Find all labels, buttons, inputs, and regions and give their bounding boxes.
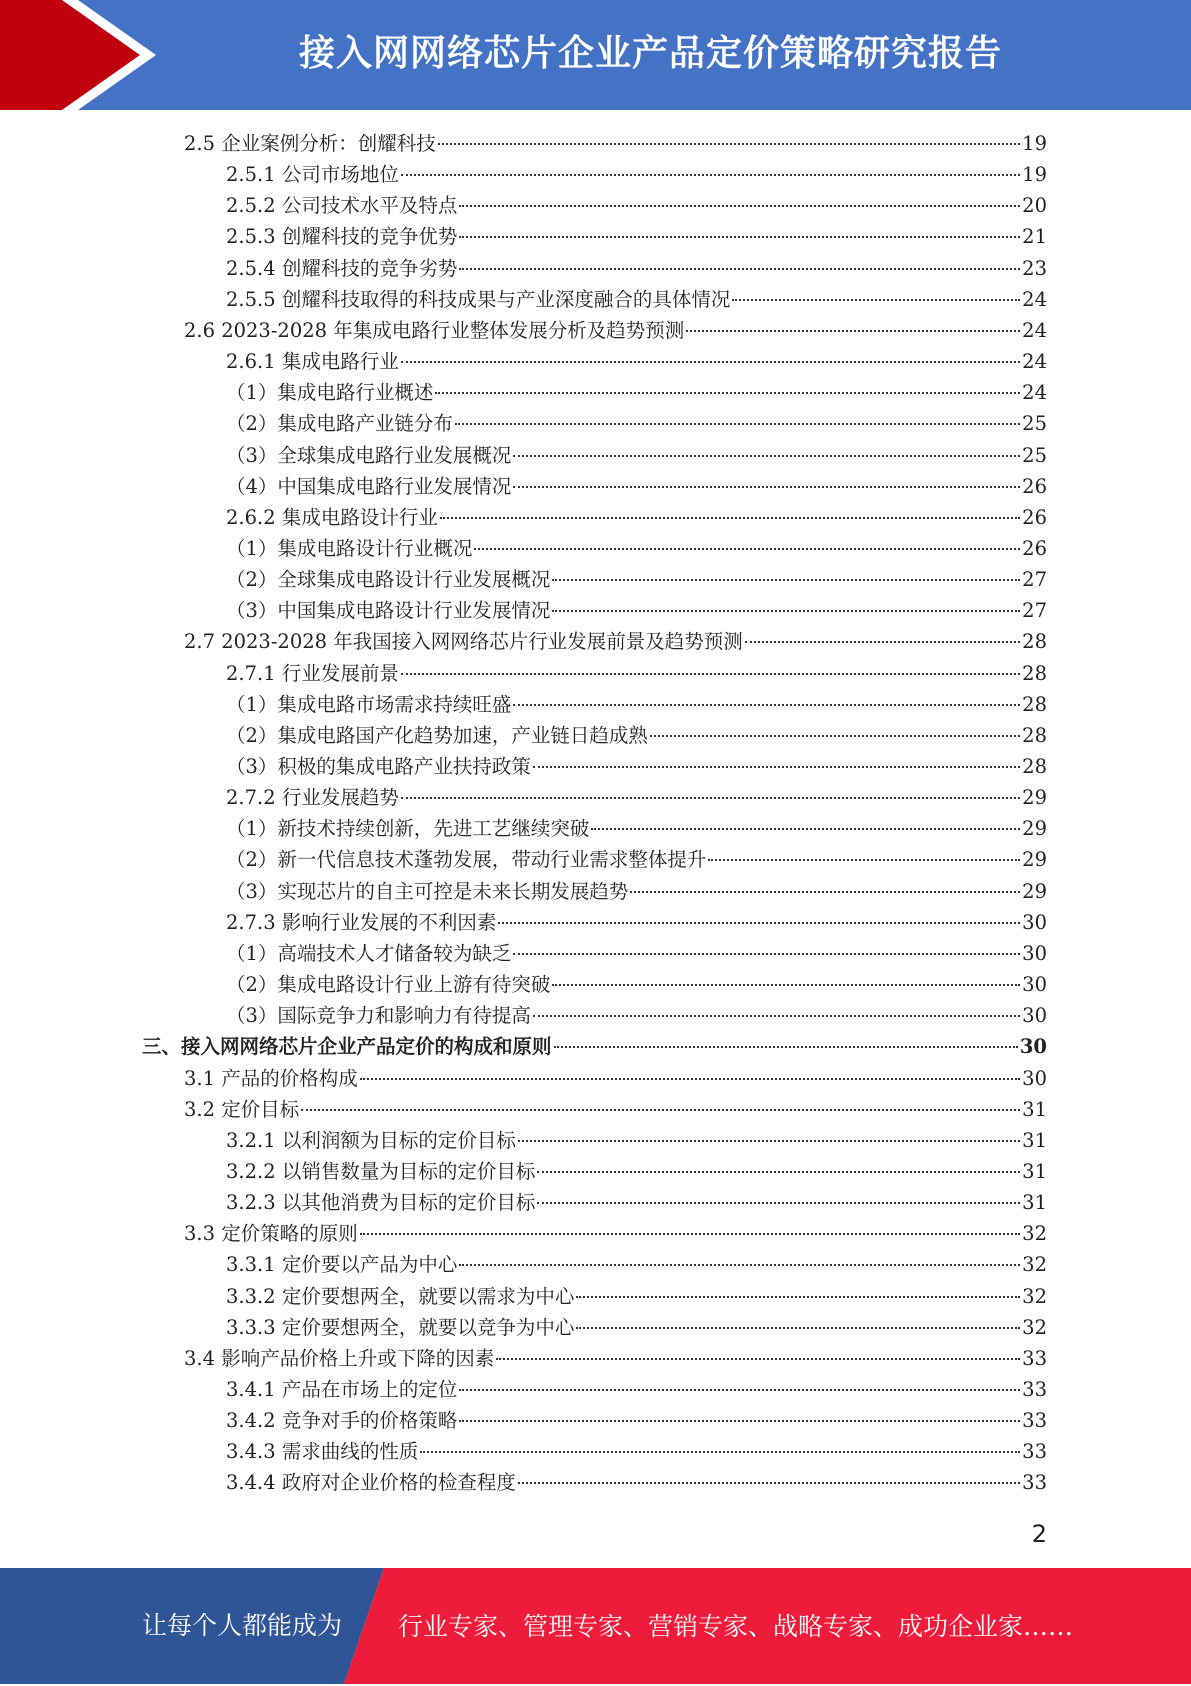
toc-leader-dots xyxy=(459,236,1020,238)
toc-entry-page: 30 xyxy=(1022,1066,1047,1090)
toc-entry-page: 19 xyxy=(1022,163,1047,187)
toc-entry-label: （3）实现芯片的自主可控是未来长期发展趋势 xyxy=(226,879,629,903)
toc-entry[interactable] xyxy=(226,876,1047,907)
toc-entry-label: （3）积极的集成电路产业扶持政策 xyxy=(226,755,531,778)
toc-leader-dots xyxy=(513,953,1020,955)
toc-leader-dots xyxy=(401,673,1020,675)
report-title: 接入网网络芯片企业产品定价策略研究报告 xyxy=(298,33,1002,74)
toc-leader-dots xyxy=(459,268,1020,270)
toc-entry-label: 3.2.3 以其他消费为目标的定价目标 xyxy=(226,1191,536,1215)
toc-entry-page: 19 xyxy=(1022,132,1047,155)
toc-entry-page: 32 xyxy=(1022,1315,1047,1339)
page-footer xyxy=(0,1568,1191,1684)
toc-entry-label: 2.5.2 公司技术水平及特点 xyxy=(226,194,458,218)
toc-leader-dots xyxy=(630,891,1020,893)
toc-entry-label: 3.4.2 竞争对手的价格策略 xyxy=(226,1409,458,1433)
toc-entry-page: 24 xyxy=(1022,381,1047,405)
toc-entry[interactable] xyxy=(226,907,1047,938)
toc-entry-label: （4）中国集成电路行业发展情况 xyxy=(226,474,512,498)
toc-entry-page: 29 xyxy=(1022,786,1047,810)
toc-entry-page: 33 xyxy=(1022,1378,1047,1401)
toc-entry-page: 30 xyxy=(1022,910,1047,934)
toc-entry-label: （3）全球集成电路行业发展概况 xyxy=(226,443,512,467)
toc-leader-dots xyxy=(513,704,1020,706)
toc-leader-dots xyxy=(496,1358,1020,1360)
toc-entry-label: 3.4.3 需求曲线的性质 xyxy=(226,1440,419,1464)
toc-entry[interactable] xyxy=(184,315,1047,346)
toc-entry-page: 28 xyxy=(1022,661,1047,685)
toc-entry-label: （2）集成电路国产化趋势加速，产业链日趋成熟 xyxy=(226,723,648,747)
toc-entry-page: 28 xyxy=(1022,755,1047,778)
toc-leader-dots xyxy=(459,1389,1020,1391)
footer-slogan-left: 让每个人都能成为 xyxy=(142,1611,343,1640)
toc-entry-label: 三、接入网网络芯片企业产品定价的构成和原则 xyxy=(142,1035,552,1059)
toc-leader-dots xyxy=(591,828,1020,830)
toc-entry-page: 21 xyxy=(1022,225,1047,249)
toc-entry[interactable] xyxy=(184,1063,1047,1094)
toc-leader-dots xyxy=(498,922,1020,924)
toc-entry-page: 30 xyxy=(1022,941,1047,965)
toc-entry[interactable] xyxy=(226,1249,1047,1280)
toc-leader-dots xyxy=(474,548,1020,550)
toc-entry[interactable] xyxy=(226,1436,1047,1467)
toc-entry[interactable] xyxy=(226,689,1047,720)
toc-entry-page: 31 xyxy=(1022,1159,1047,1183)
toc-entry-label: 3.2.1 以利润额为目标的定价目标 xyxy=(226,1128,516,1152)
toc-entry-page: 26 xyxy=(1022,474,1047,498)
toc-entry-label: 2.7.2 行业发展趋势 xyxy=(226,786,399,810)
toc-entry-page: 30 xyxy=(1019,1035,1047,1059)
toc-entry-label: （2）新一代信息技术蓬勃发展，带动行业需求整体提升 xyxy=(226,848,707,872)
toc-entry-page: 26 xyxy=(1022,536,1047,560)
toc-entry-page: 28 xyxy=(1022,630,1047,654)
toc-entry-label: 2.5.4 创耀科技的竞争劣势 xyxy=(226,256,458,280)
toc-entry-label: 3.3.1 定价要以产品为中心 xyxy=(226,1253,458,1277)
toc-entry-label: 3.3.2 定价要想两全，就要以需求为中心 xyxy=(226,1284,575,1308)
toc-leader-dots xyxy=(459,205,1020,207)
toc-entry[interactable] xyxy=(226,471,1047,502)
toc-leader-dots xyxy=(533,766,1020,768)
toc-entry-label: （1）集成电路行业概述 xyxy=(226,381,434,405)
toc-entry-label: 3.3.3 定价要想两全，就要以竞争为中心 xyxy=(226,1315,575,1339)
toc-entry-label: 2.7.3 影响行业发展的不利因素 xyxy=(226,910,497,934)
page-number: 2 xyxy=(1031,1520,1047,1548)
toc-entry-label: 2.7.1 行业发展前景 xyxy=(226,661,399,685)
toc-entry-page: 28 xyxy=(1022,692,1047,716)
toc-entry[interactable] xyxy=(226,813,1047,844)
toc-entry-page: 31 xyxy=(1022,1097,1047,1121)
toc-entry[interactable] xyxy=(226,1374,1047,1405)
toc-leader-dots xyxy=(438,143,1020,145)
toc-entry[interactable] xyxy=(226,595,1047,626)
toc-entry-label: （2）全球集成电路设计行业发展概况 xyxy=(226,568,551,592)
toc-entry-page: 27 xyxy=(1022,599,1047,623)
toc-leader-dots xyxy=(745,641,1020,643)
toc-entry-label: 2.5.3 创耀科技的竞争优势 xyxy=(226,225,458,249)
toc-leader-dots xyxy=(301,1109,1020,1111)
toc-leader-dots xyxy=(537,1202,1020,1204)
toc-entry-label: （3）国际竞争力和影响力有待提高 xyxy=(226,1004,531,1028)
toc-entry[interactable] xyxy=(226,346,1047,377)
toc-entry-page: 29 xyxy=(1022,848,1047,872)
toc-entry-label: 3.4.1 产品在市场上的定位 xyxy=(226,1378,458,1401)
toc-entry[interactable] xyxy=(226,253,1047,284)
toc-leader-dots xyxy=(552,610,1020,612)
toc-entry-page: 31 xyxy=(1022,1128,1047,1152)
toc-entry-label: （3）中国集成电路设计行业发展情况 xyxy=(226,599,551,623)
toc-leader-dots xyxy=(360,1233,1020,1235)
toc-entry-label: 3.4.4 政府对企业价格的检查程度 xyxy=(226,1471,516,1495)
toc-leader-dots xyxy=(554,1046,1018,1048)
footer-slogan-right: 行业专家、管理专家、营销专家、战略专家、成功企业家…… xyxy=(398,1612,1074,1641)
toc-entry[interactable] xyxy=(226,969,1047,1000)
toc-entry-page: 29 xyxy=(1022,879,1047,903)
toc-leader-dots xyxy=(576,1296,1020,1298)
toc-entry[interactable] xyxy=(184,1094,1047,1125)
toc-entry-label: 2.7 2023-2028 年我国接入网网络芯片行业发展前景及趋势预测 xyxy=(184,630,743,654)
toc-entry-page: 26 xyxy=(1022,505,1047,529)
toc-leader-dots xyxy=(435,392,1020,394)
toc-entry-label: （2）集成电路产业链分布 xyxy=(226,412,453,436)
toc-entry-label: 2.5.5 创耀科技取得的科技成果与产业深度融合的具体情况 xyxy=(226,287,731,311)
toc-entry[interactable] xyxy=(184,128,1047,159)
toc-entry-label: （2）集成电路设计行业上游有待突破 xyxy=(226,973,551,997)
toc-entry-label: 3.2 定价目标 xyxy=(184,1097,300,1121)
toc-leader-dots xyxy=(518,1482,1020,1484)
toc-entry-page: 25 xyxy=(1022,443,1047,467)
toc-entry-page: 24 xyxy=(1022,350,1047,374)
toc-entry-page: 32 xyxy=(1022,1222,1047,1246)
toc-entry-page: 24 xyxy=(1022,318,1047,342)
toc-entry[interactable] xyxy=(226,720,1047,751)
toc-entry-label: （1）集成电路设计行业概况 xyxy=(226,536,473,560)
toc-entry[interactable] xyxy=(226,1187,1047,1218)
toc-entry-label: 3.2.2 以销售数量为目标的定价目标 xyxy=(226,1159,536,1183)
toc-entry-label: （1）新技术持续创新，先进工艺继续突破 xyxy=(226,817,590,841)
toc-leader-dots xyxy=(686,330,1020,332)
toc-entry[interactable] xyxy=(142,1031,1047,1062)
toc-entry-label: 2.6.1 集成电路行业 xyxy=(226,350,399,374)
toc-leader-dots xyxy=(537,1171,1020,1173)
toc-leader-dots xyxy=(360,1078,1020,1080)
toc-entry-label: 2.6 2023-2028 年集成电路行业整体发展分析及趋势预测 xyxy=(184,318,685,342)
toc-entry[interactable] xyxy=(226,844,1047,875)
toc-entry[interactable] xyxy=(226,658,1047,689)
toc-entry[interactable] xyxy=(184,626,1047,657)
toc-leader-dots xyxy=(576,1327,1020,1329)
toc-leader-dots xyxy=(518,1140,1020,1142)
toc-entry-page: 33 xyxy=(1022,1346,1047,1370)
toc-leader-dots xyxy=(440,517,1020,519)
toc-entry-page: 30 xyxy=(1022,1004,1047,1028)
toc-leader-dots xyxy=(401,797,1020,799)
toc-entry-page: 31 xyxy=(1022,1191,1047,1215)
toc-leader-dots xyxy=(732,299,1020,301)
toc-leader-dots xyxy=(401,361,1020,363)
toc-leader-dots xyxy=(552,579,1020,581)
toc-entry-page: 24 xyxy=(1022,287,1047,311)
toc-entry[interactable] xyxy=(184,1218,1047,1249)
toc-entry-label: 3.1 产品的价格构成 xyxy=(184,1066,358,1090)
toc-leader-dots xyxy=(708,859,1020,861)
toc-entry[interactable] xyxy=(226,284,1047,315)
toc-entry-page: 27 xyxy=(1022,568,1047,592)
toc-entry-page: 32 xyxy=(1022,1253,1047,1277)
toc-entry-page: 33 xyxy=(1022,1409,1047,1433)
toc-entry-page: 23 xyxy=(1022,256,1047,280)
toc-entry-page: 32 xyxy=(1022,1284,1047,1308)
toc-entry[interactable] xyxy=(226,1467,1047,1498)
toc-leader-dots xyxy=(533,1015,1020,1017)
toc-entry[interactable] xyxy=(226,1000,1047,1031)
toc-entry-page: 29 xyxy=(1022,817,1047,841)
toc-entry-page: 33 xyxy=(1022,1440,1047,1464)
toc-leader-dots xyxy=(552,984,1020,986)
toc-leader-dots xyxy=(401,174,1020,176)
toc-entry[interactable] xyxy=(226,564,1047,595)
toc-entry-label: 3.3 定价策略的原则 xyxy=(184,1222,358,1246)
toc-leader-dots xyxy=(513,455,1020,457)
toc-entry[interactable] xyxy=(184,1343,1047,1374)
toc-entry-page: 28 xyxy=(1022,723,1047,747)
toc-entry-label: 2.5 企业案例分析：创耀科技 xyxy=(184,132,436,155)
toc-leader-dots xyxy=(459,1264,1020,1266)
toc-entry[interactable] xyxy=(226,533,1047,564)
toc-leader-dots xyxy=(459,1420,1020,1422)
toc-entry[interactable] xyxy=(226,190,1047,221)
toc-leader-dots xyxy=(650,735,1020,737)
toc-entry-page: 20 xyxy=(1022,194,1047,218)
toc-entry[interactable] xyxy=(226,221,1047,252)
toc-entry-label: （1）集成电路市场需求持续旺盛 xyxy=(226,692,512,716)
toc-entry-page: 30 xyxy=(1022,973,1047,997)
toc-entry-page: 33 xyxy=(1022,1471,1047,1495)
toc-entry[interactable] xyxy=(226,377,1047,408)
toc-entry[interactable] xyxy=(226,1312,1047,1343)
toc-entry[interactable] xyxy=(226,1125,1047,1156)
toc-entry[interactable] xyxy=(226,782,1047,813)
toc-entry[interactable] xyxy=(226,159,1047,190)
toc-entry[interactable] xyxy=(226,1156,1047,1187)
toc-entry-label: 3.4 影响产品价格上升或下降的因素 xyxy=(184,1346,495,1370)
toc-entry[interactable] xyxy=(226,1405,1047,1436)
page-header xyxy=(0,0,1191,110)
toc-entry[interactable] xyxy=(226,938,1047,969)
toc-entry-label: 2.6.2 集成电路设计行业 xyxy=(226,505,438,529)
toc-entry-page: 25 xyxy=(1022,412,1047,436)
toc-entry-label: 2.5.1 公司市场地位 xyxy=(226,163,399,187)
toc-leader-dots xyxy=(513,486,1020,488)
toc-leader-dots xyxy=(455,423,1020,425)
toc-leader-dots xyxy=(420,1451,1020,1453)
toc-entry[interactable] xyxy=(226,1281,1047,1312)
toc-entry[interactable] xyxy=(226,502,1047,533)
toc-entry-label: （1）高端技术人才储备较为缺乏 xyxy=(226,941,512,965)
toc-entry[interactable] xyxy=(226,440,1047,471)
toc-entry[interactable] xyxy=(226,408,1047,439)
toc-entry[interactable] xyxy=(226,751,1047,782)
